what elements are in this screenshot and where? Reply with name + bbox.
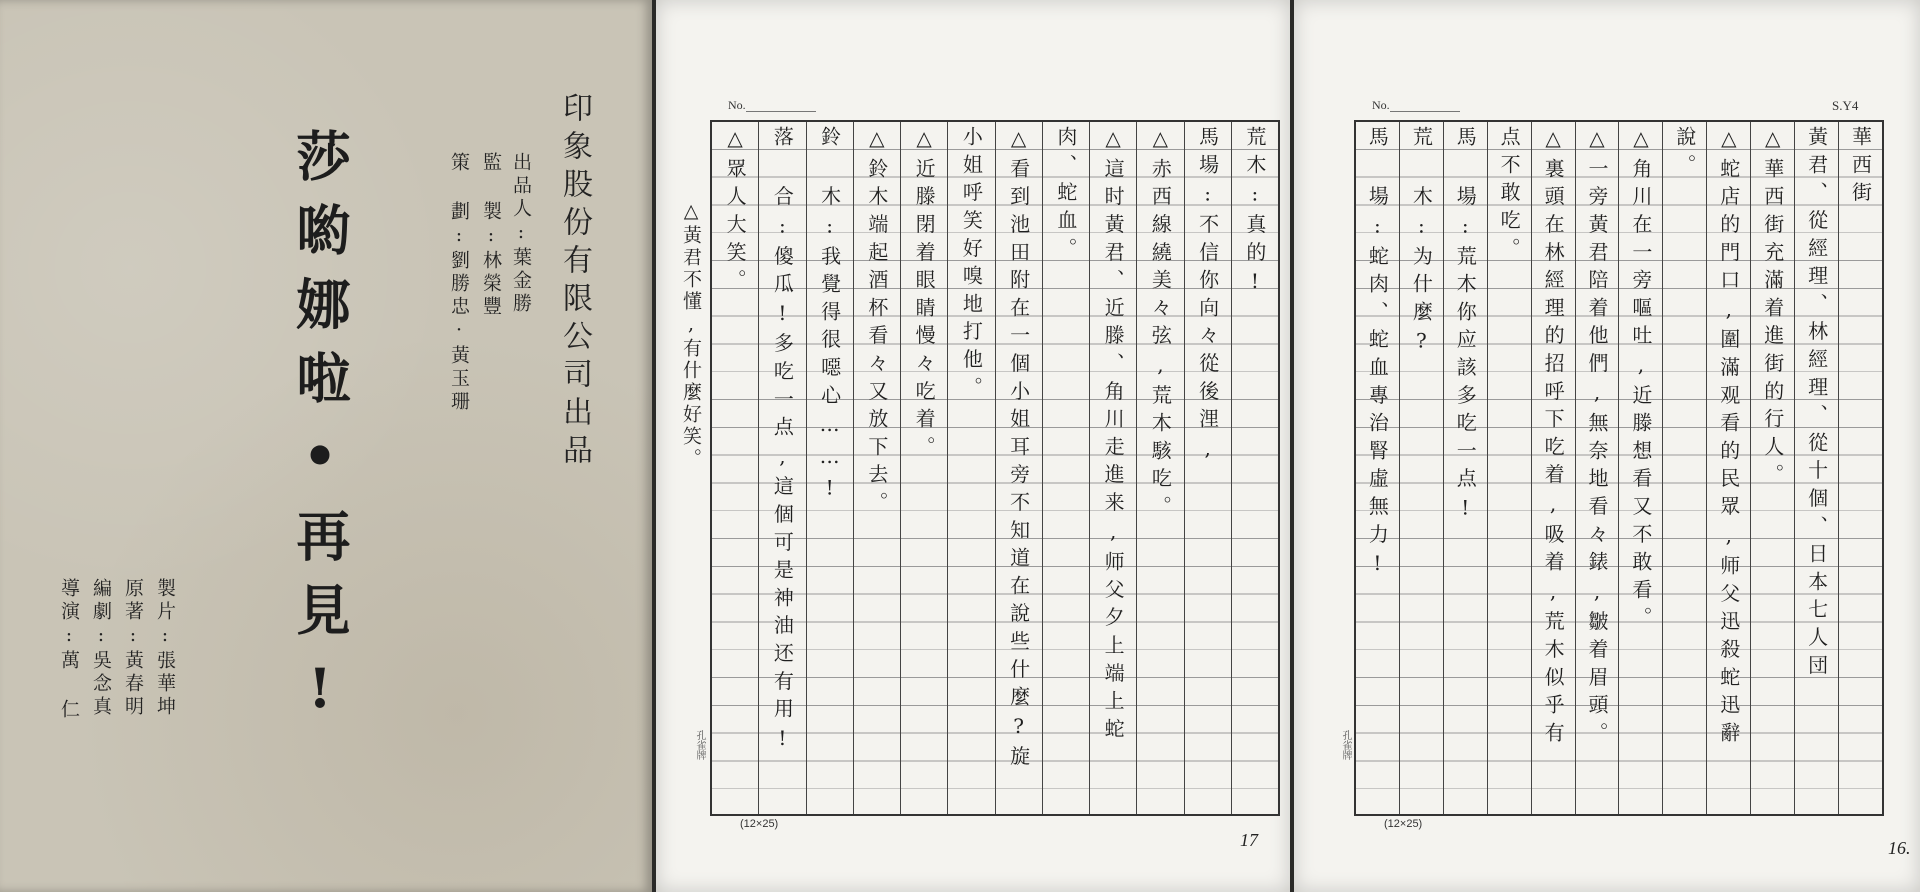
margin-note: △黃君不懂,有什麼好笑。	[680, 200, 702, 470]
script-line: 華西街	[1848, 126, 1873, 210]
script-line: 鈴 木:我覺得很噁心……!	[817, 126, 842, 508]
page-no-line	[1390, 111, 1460, 112]
page-no-label: No.	[728, 98, 746, 112]
manuscript-grid	[710, 120, 1280, 816]
grid-column	[1089, 122, 1136, 814]
script-line: 落 合:傻瓜!多吃一点,這個可是神油还有用!	[770, 126, 795, 758]
script-line: △角川在一旁嘔吐,近滕想看又不敢看。	[1628, 126, 1653, 635]
credit-planner: 策 劃:劉勝忠·黃玉珊	[448, 152, 470, 414]
grid-size-label: (12×25)	[1384, 818, 1423, 830]
script-line: 馬 場:荒木你应該多吃一点!	[1453, 126, 1478, 528]
grid-size-label: (12×25)	[740, 818, 779, 830]
script-line: 小姐呼笑好嗅地打他。	[959, 126, 984, 404]
credit-director: 導演:萬 仁	[58, 578, 80, 722]
grid-column	[1136, 122, 1183, 814]
credit-writer: 編劇:吳念真	[90, 578, 112, 719]
page-number: 17	[1240, 830, 1258, 850]
grid-column	[1838, 122, 1882, 814]
script-line: 点不敢吃。	[1497, 126, 1522, 265]
grid-column	[947, 122, 994, 814]
grid-column	[1706, 122, 1750, 814]
grid-column	[1356, 122, 1399, 814]
grid-column	[1184, 122, 1231, 814]
script-line: △看到池田附在一個小姐耳旁不知道在說些什麼?旋	[1006, 126, 1031, 774]
script-line: △裏頭在林經理的招呼下吃着,吸着,荒木似乎有	[1541, 126, 1566, 750]
paper-brand-mark: 孔雀牌	[1340, 730, 1351, 760]
script-line: △蛇店的門口,圍滿观看的民眾,师父迅殺蛇迅辭	[1716, 126, 1741, 750]
script-line: △華西街充滿着進街的行人。	[1760, 126, 1785, 492]
booklet-cover	[0, 0, 652, 892]
grid-column	[900, 122, 947, 814]
credit-author: 原著:黃春明	[122, 578, 144, 719]
grid-column	[1575, 122, 1619, 814]
script-line: 肉、蛇血。	[1053, 126, 1078, 265]
page-no-line	[746, 111, 816, 112]
script-line: △一旁黃君陪着他們,無奈地看々錶,皺着眉頭。	[1585, 126, 1609, 750]
script-line: △這时黃君、近滕、角川走進来,师父夕上端上蛇	[1101, 126, 1126, 746]
script-line: △鈴木端起酒杯看々又放下去。	[864, 126, 889, 520]
cover-company: 印象股份有限公司出品	[557, 92, 592, 472]
grid-column	[1750, 122, 1794, 814]
grid-column	[1399, 122, 1443, 814]
grid-column	[853, 122, 900, 814]
page-no-label: No.	[1372, 98, 1390, 112]
page-number: 16.	[1888, 838, 1911, 858]
credit-producer: 出品人:葉金勝	[510, 152, 532, 316]
grid-column	[1443, 122, 1487, 814]
grid-column	[1794, 122, 1838, 814]
script-line: 黃君、從經理、林經理、從十個、日本七人団	[1804, 126, 1829, 682]
grid-column	[995, 122, 1042, 814]
script-line: 馬場:不信你向々從後浬,	[1195, 126, 1220, 468]
credit-maker: 製片:張華坤	[154, 578, 176, 719]
script-line: 荒 木:为什麼?	[1409, 126, 1434, 361]
script-line: 說。	[1672, 126, 1697, 182]
paper-brand-mark: 孔雀牌	[694, 730, 705, 760]
grid-column	[1042, 122, 1089, 814]
grid-column	[758, 122, 805, 814]
grid-column	[1662, 122, 1706, 814]
corner-mark: S.Y4	[1832, 98, 1859, 113]
grid-column	[1531, 122, 1575, 814]
script-line: △眾人大笑。	[723, 126, 748, 297]
grid-column	[1487, 122, 1531, 814]
grid-column	[712, 122, 758, 814]
script-line: △赤西線繞美々弦,荒木駭吃。	[1148, 126, 1173, 524]
manuscript-grid	[1354, 120, 1884, 816]
credit-supervisor: 監 製:林榮豐	[480, 152, 502, 319]
script-line: 馬 場:蛇肉、蛇血專治腎虛無力!	[1365, 126, 1390, 583]
grid-column	[1618, 122, 1662, 814]
script-line: 荒木:真的!	[1242, 126, 1267, 301]
manuscript-page-16	[1294, 0, 1920, 892]
cover-title: 莎喲娜啦•再見!	[288, 128, 352, 740]
grid-column	[806, 122, 853, 814]
grid-column	[1231, 122, 1278, 814]
manuscript-page-17	[656, 0, 1290, 892]
script-line: △近滕閉着眼睛慢々吃着。	[912, 126, 937, 464]
